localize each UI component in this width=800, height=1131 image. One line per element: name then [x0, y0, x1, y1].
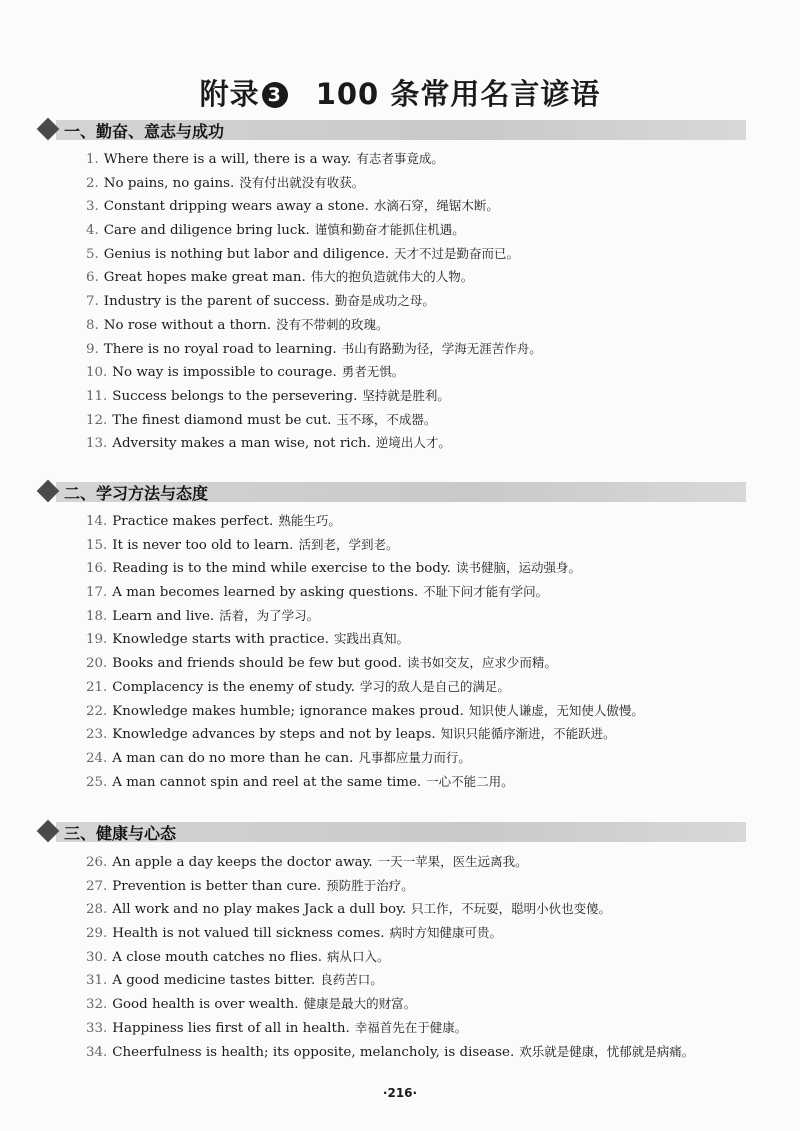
list-item	[86, 945, 766, 969]
list-item	[86, 874, 766, 898]
item-english: A good medicine tastes bitter.	[112, 973, 316, 989]
item-number: 26.	[86, 855, 108, 870]
item-chinese: 逆境出人才。	[375, 435, 451, 451]
list-item	[86, 509, 766, 533]
item-number: 6.	[86, 270, 99, 286]
item-chinese: 健康是最大的财富。	[303, 996, 417, 1012]
list-item	[86, 337, 766, 361]
item-chinese: 勇者无惧。	[341, 364, 405, 380]
item-english: Knowledge advances by steps and not by leaps.	[112, 727, 436, 743]
item-number: 10.	[86, 365, 108, 381]
list-item	[86, 289, 766, 313]
list-item	[86, 218, 766, 242]
section-items	[86, 147, 766, 455]
item-english: Success belongs to the persevering.	[112, 388, 358, 404]
item-english: All work and no play makes Jack a dull boy.	[112, 902, 407, 918]
item-number: 34.	[86, 1044, 108, 1060]
list-item	[86, 770, 766, 794]
item-chinese: 一天一苹果，医生远离我。	[377, 854, 528, 869]
section-heading	[40, 480, 746, 504]
item-number: 33.	[86, 1020, 108, 1036]
item-chinese: 一心不能二用。	[426, 773, 514, 789]
item-number: 5.	[86, 246, 99, 262]
item-english: Great hopes make great man.	[103, 270, 306, 286]
section-items	[86, 850, 766, 1063]
list-item	[86, 675, 766, 699]
list-item	[86, 897, 766, 921]
item-number: 1.	[86, 152, 99, 167]
item-chinese: 天才不过是勤奋而已。	[393, 245, 519, 261]
item-chinese: 没有不带刺的玫瑰。	[276, 316, 389, 332]
item-number: 9.	[86, 341, 99, 357]
page-number: ·216·	[382, 1086, 418, 1100]
item-english: Care and diligence bring luck.	[103, 223, 310, 239]
item-chinese: 读书如交友，应求少而精。	[406, 655, 557, 671]
item-english: No pains, no gains.	[103, 175, 235, 191]
item-english: Prevention is better than cure.	[112, 878, 322, 894]
item-number: 27.	[86, 878, 108, 894]
item-number: 3.	[86, 199, 99, 215]
item-chinese: 没有付出就没有收获。	[239, 174, 365, 190]
section-heading-label: 一、勤奋、意志与成功	[64, 122, 225, 141]
item-english: A man can do no more than he can.	[112, 750, 354, 766]
item-english: Genius is nothing but labor and diligence.	[103, 246, 389, 262]
item-number: 30.	[86, 949, 108, 965]
item-chinese: 坚持就是胜利。	[362, 387, 450, 403]
item-number: 16.	[86, 561, 108, 577]
list-item	[86, 746, 766, 770]
list-item	[86, 242, 766, 266]
item-chinese: 良药苦口。	[320, 972, 383, 988]
section-heading-label: 二、学习方法与态度	[64, 484, 209, 503]
item-english: Knowledge makes humble; ignorance makes proud.	[112, 703, 464, 719]
item-number: 13.	[86, 436, 108, 452]
item-chinese: 伟大的抱负造就伟大的人物。	[310, 269, 474, 285]
item-chinese: 实践出真知。	[333, 631, 409, 647]
list-item	[86, 604, 766, 628]
item-english: No rose without a thorn.	[103, 317, 271, 333]
item-english: Constant dripping wears away a stone.	[103, 199, 369, 215]
item-number: 19.	[86, 632, 108, 648]
item-number: 21.	[86, 679, 108, 695]
item-chinese: 读书健脑，运动强身。	[455, 560, 581, 576]
item-english: Adversity makes a man wise, not rich.	[112, 436, 371, 452]
list-item	[86, 850, 766, 874]
item-number: 20.	[86, 656, 108, 672]
list-item	[86, 265, 766, 289]
item-english: The finest diamond must be cut.	[112, 412, 332, 428]
list-item	[86, 360, 766, 384]
item-english: No way is impossible to courage.	[112, 365, 337, 381]
item-number: 11.	[86, 388, 108, 404]
item-english: There is no royal road to learning.	[103, 341, 337, 357]
list-item	[86, 533, 766, 557]
list-item	[86, 556, 766, 580]
list-item	[86, 147, 766, 171]
section-heading	[40, 118, 746, 142]
appendix-label: 附录	[199, 77, 260, 111]
item-chinese: 病时方知健康可贵。	[389, 925, 502, 941]
item-english: Reading is to the mind while exercise to the body.	[112, 561, 451, 577]
item-english: Books and friends should be few but good.	[112, 656, 402, 672]
item-number: 2.	[86, 175, 99, 191]
item-number: 24.	[86, 750, 108, 766]
section-items	[86, 509, 766, 793]
list-item	[86, 627, 766, 651]
item-number: 25.	[86, 774, 108, 790]
item-number: 12.	[86, 412, 108, 428]
item-number: 29.	[86, 926, 108, 942]
item-number: 18.	[86, 608, 108, 624]
item-english: A man becomes learned by asking questions.	[112, 585, 419, 601]
item-chinese: 病从口入。	[327, 948, 390, 964]
list-item	[86, 1016, 766, 1040]
item-chinese: 活到老，学到老。	[298, 536, 399, 552]
list-item	[86, 699, 766, 723]
item-chinese: 熟能生巧。	[278, 513, 341, 528]
item-number: 23.	[86, 727, 108, 743]
list-item	[86, 722, 766, 746]
item-english: Good health is over wealth.	[112, 997, 299, 1013]
section-heading	[40, 820, 746, 844]
item-chinese: 活着，为了学习。	[219, 607, 320, 623]
list-item	[86, 194, 766, 218]
list-item	[86, 580, 766, 604]
item-english: Complacency is the enemy of study.	[112, 679, 355, 695]
item-number: 15.	[86, 537, 108, 553]
item-chinese: 勤奋是成功之母。	[334, 293, 435, 309]
item-english: Where there is a will, there is a way.	[103, 152, 352, 167]
item-chinese: 书山有路勤为径，学海无涯苦作舟。	[341, 340, 542, 356]
list-item	[86, 1040, 766, 1064]
item-chinese: 知识只能循序渐进，不能跃进。	[440, 726, 616, 742]
list-item	[86, 992, 766, 1016]
item-number: 14.	[86, 514, 108, 529]
list-item	[86, 171, 766, 195]
item-chinese: 水滴石穿，绳锯木断。	[373, 198, 499, 214]
list-item	[86, 384, 766, 408]
item-chinese: 不耻下问才能有学问。	[423, 584, 549, 600]
item-number: 4.	[86, 223, 99, 239]
item-number: 7.	[86, 294, 99, 310]
list-item	[86, 431, 766, 455]
item-chinese: 谨慎和勤奋才能抓住机遇。	[314, 222, 465, 238]
list-item	[86, 921, 766, 945]
item-chinese: 有志者事竟成。	[356, 151, 444, 166]
item-chinese: 凡事都应量力而行。	[358, 749, 471, 765]
item-english: An apple a day keeps the doctor away.	[112, 855, 373, 870]
item-english: Cheerfulness is health; its opposite, melancholy, is disease.	[112, 1044, 515, 1060]
item-number: 8.	[86, 317, 99, 333]
appendix-number-badge: 3	[262, 82, 288, 108]
item-chinese: 只工作，不玩耍，聪明小伙也变傻。	[411, 901, 612, 917]
item-number: 28.	[86, 902, 108, 918]
item-number: 17.	[86, 585, 108, 601]
item-english: Practice makes perfect.	[112, 514, 274, 529]
page-title	[0, 72, 800, 113]
item-chinese: 知识使人谦虚，无知使人傲慢。	[468, 702, 644, 718]
item-chinese: 幸福首先在于健康。	[354, 1019, 468, 1035]
item-english: It is never too old to learn.	[112, 537, 294, 553]
item-english: Health is not valued till sickness comes.	[112, 926, 385, 942]
item-english: Happiness lies first of all in health.	[112, 1020, 350, 1036]
item-english: A man cannot spin and reel at the same time.	[112, 774, 422, 790]
item-english: Knowledge starts with practice.	[112, 632, 329, 648]
title-text: 100 条常用名言谚语	[315, 77, 601, 111]
section-heading-label: 三、健康与心态	[64, 824, 177, 843]
item-number: 32.	[86, 997, 108, 1013]
list-item	[86, 651, 766, 675]
item-chinese: 学习的敌人是自己的满足。	[359, 678, 510, 694]
item-chinese: 预防胜于治疗。	[326, 877, 414, 893]
item-chinese: 玉不琢，不成器。	[336, 411, 437, 427]
list-item	[86, 408, 766, 432]
item-english: Learn and live.	[112, 608, 215, 624]
list-item	[86, 968, 766, 992]
item-number: 31.	[86, 973, 108, 989]
item-english: A close mouth catches no flies.	[112, 949, 323, 965]
list-item	[86, 313, 766, 337]
item-english: Industry is the parent of success.	[103, 294, 330, 310]
item-chinese: 欢乐就是健康，忧郁就是病痛。	[519, 1043, 695, 1059]
item-number: 22.	[86, 703, 108, 719]
